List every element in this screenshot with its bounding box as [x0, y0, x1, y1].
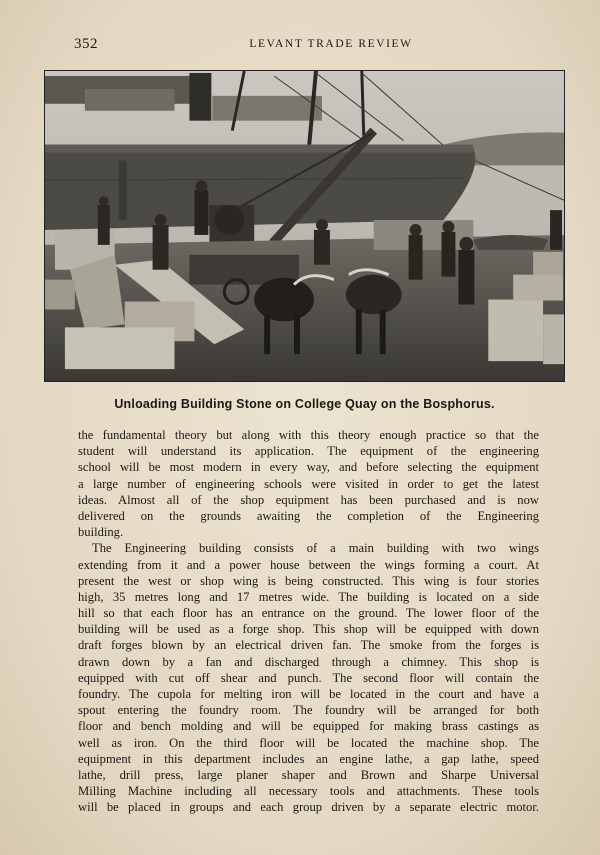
text-line: draft forges blown by an electrical driven fan. The smoke from the forges is — [78, 638, 539, 653]
figure-caption: Unloading Building Stone on College Quay on the Bosphorus. — [114, 397, 495, 411]
text-line: high, 35 metres long and 17 metres wide. The building is located on a side — [78, 589, 539, 604]
text-line: extending from it and a power house between the wings forming a court. At — [78, 557, 539, 572]
text-line: delivered on the grounds awaiting the completion of the Engineering — [78, 508, 539, 523]
text-line: equipment in this department includes an engine lathe, a gap lathe, speed — [78, 751, 539, 766]
text-line: floor and bench molding and will be equipped for making brass castings as — [78, 719, 539, 734]
text-line: equipped with cut off shear and punch. The second floor will contain the — [78, 670, 539, 685]
text-line: the fundamental theory but along with this theory enough practice so that the — [78, 428, 539, 442]
text-line: student will understand its application. The equipment of the engineering — [78, 444, 539, 459]
text-line: will be placed in groups and each group driven by a separate electric motor. — [78, 800, 539, 815]
text-line: a large number of engineering schools were visited in order to get the latest — [78, 476, 539, 491]
text-line: school will be most modern in every way, and before selecting the equipment — [78, 460, 539, 475]
text-line: building. — [78, 525, 124, 540]
text-line: well as iron. On the third floor will be located the machine shop. The — [78, 735, 539, 750]
text-line: spout entering the foundry room. The foundry will be arranged for both — [78, 703, 539, 718]
running-title: LEVANT TRADE REVIEW — [249, 38, 413, 50]
text-line: The Engineering building consists of a main building with two wings — [92, 541, 539, 556]
text-line: Milling Machine including all necessary tools and attachments. These tools — [78, 784, 539, 799]
article-body — [78, 427, 539, 816]
text-line: building will be used as a forge shop. This shop will be equipped with down — [78, 622, 539, 637]
text-line: foundry. The cupola for melting iron will be located in the court and have a — [78, 687, 539, 701]
page-header — [74, 36, 560, 56]
text-line: lathe, drill press, large planer shaper and Brown and Sharpe Universal — [78, 767, 539, 782]
text-line: present the west or shop wing is being constructed. This wing is four stories — [78, 573, 539, 588]
text-line: hill so that each floor has an entrance on the ground. The lower floor of the — [78, 606, 539, 621]
photograph-unloading-stone — [44, 70, 565, 382]
page-number: 352 — [74, 36, 98, 52]
text-line: ideas. Almost all of the shop equipment has been purchased and is now — [78, 492, 539, 507]
photo-illustration — [45, 71, 564, 381]
text-line: drawn down by a fan and discharged through a chimney. This shop is — [78, 654, 539, 669]
